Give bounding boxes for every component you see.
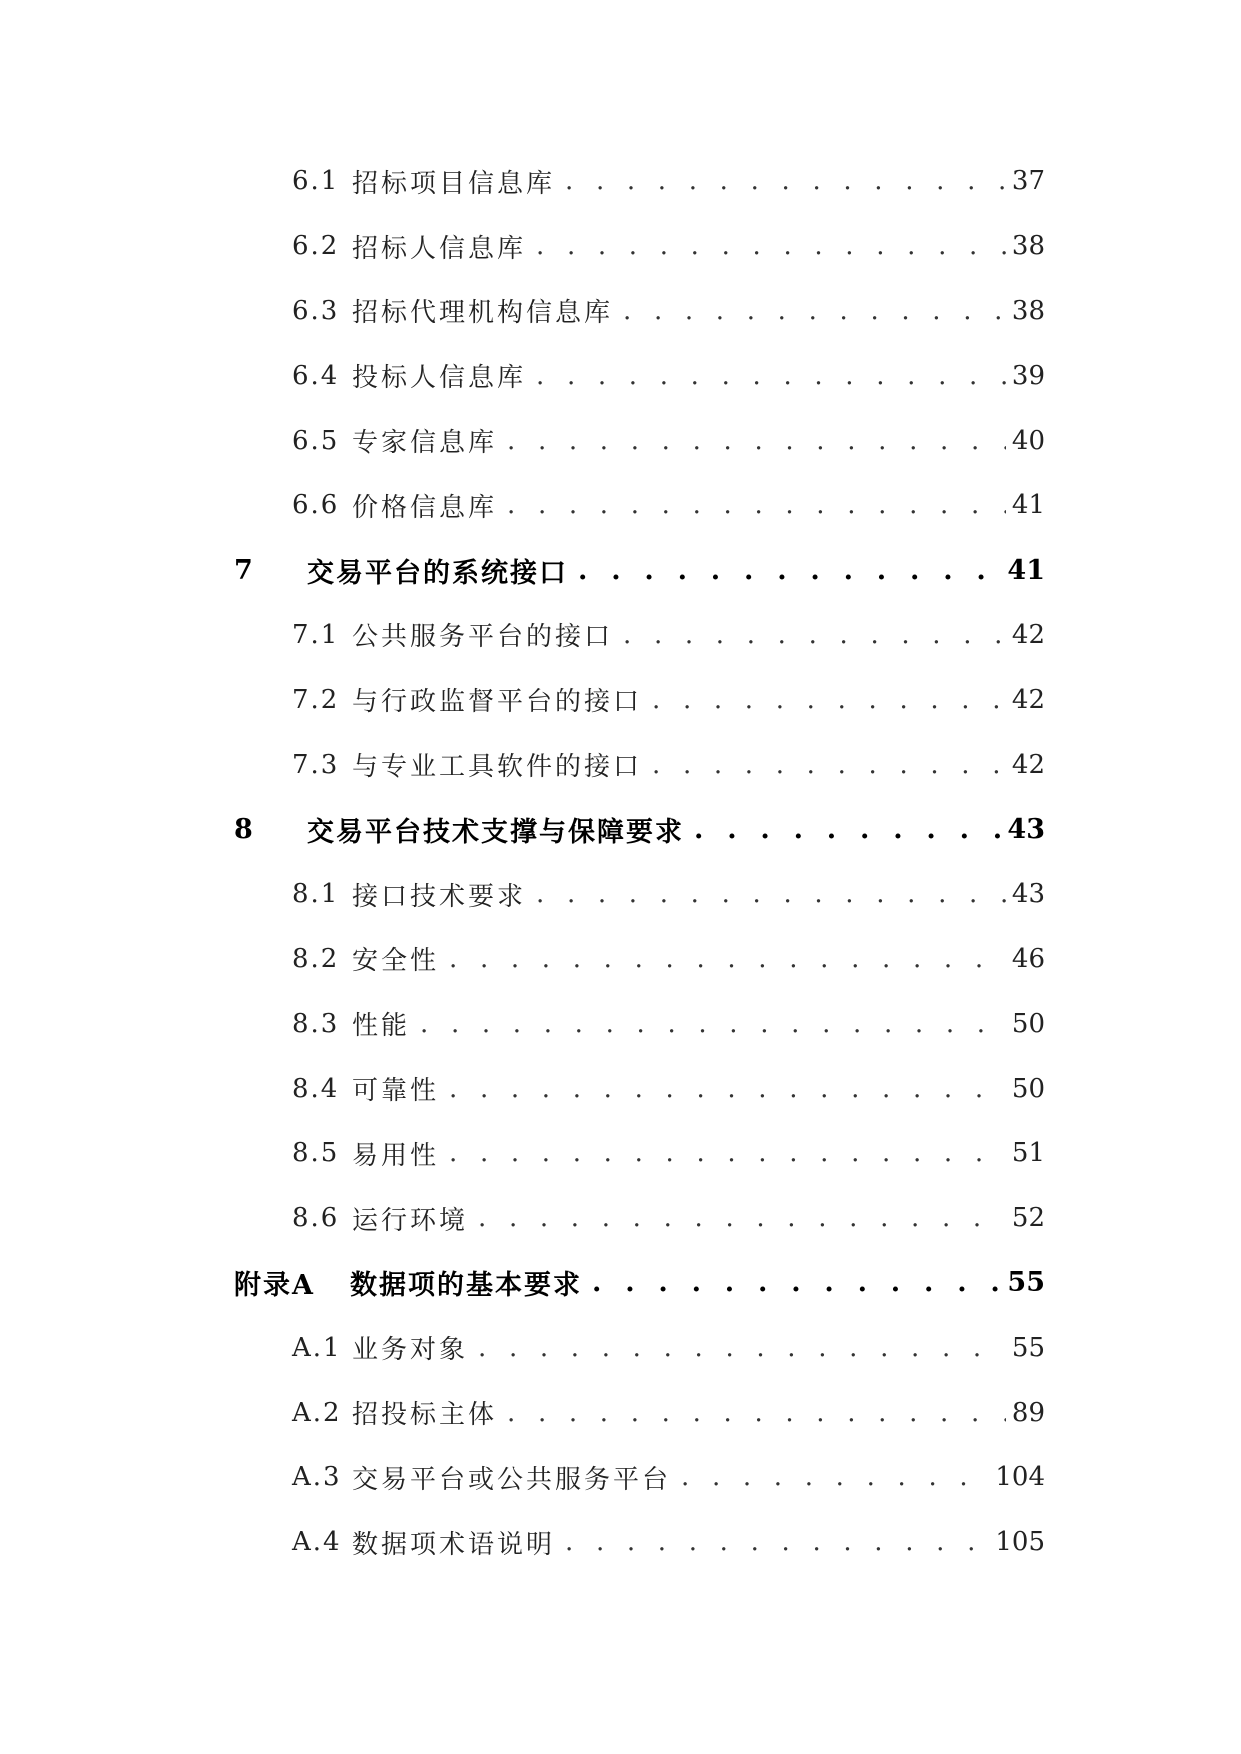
toc-entry[interactable] (0, 408, 1241, 473)
toc-dot-leader (592, 1267, 1001, 1298)
toc-entry[interactable] (0, 1510, 1241, 1575)
toc-chapter-title: 交易平台技术支撑与保障要求 (307, 816, 684, 848)
toc-entry-number: 8.3 (292, 1008, 340, 1039)
toc-entry[interactable] (0, 927, 1241, 992)
toc-dot-leader (536, 231, 1006, 261)
toc-entry[interactable] (0, 473, 1241, 538)
toc-entry-title: 公共服务平台的接口 (352, 622, 614, 653)
toc-appendix-page: 55 (1007, 1267, 1045, 1299)
toc-entry-title: 性能 (352, 1011, 411, 1042)
toc-entry-title: 接口技术要求 (352, 881, 527, 912)
toc-entry-page: 50 (1011, 1008, 1045, 1039)
toc-chapter-entry[interactable] (0, 797, 1241, 862)
toc-entry-number: 6.2 (292, 231, 340, 262)
toc-entry-title: 可靠性 (352, 1076, 440, 1107)
toc-entry[interactable] (0, 279, 1241, 344)
toc-entry-title: 价格信息库 (352, 492, 498, 523)
toc-dot-leader (420, 1009, 1006, 1039)
toc-entry-page: 41 (1011, 490, 1045, 521)
toc-chapter-page: 43 (1007, 813, 1045, 845)
toc-entry-title: 与专业工具软件的接口 (352, 752, 643, 783)
toc-dot-leader (565, 1527, 989, 1557)
toc-chapter-number: 7 (234, 554, 255, 586)
toc-chapter-title: 交易平台的系统接口 (307, 557, 568, 589)
toc-dot-leader (449, 1074, 1006, 1104)
toc-entry-page: 38 (1011, 231, 1045, 262)
toc-entry[interactable] (0, 667, 1241, 732)
toc-entry[interactable] (0, 991, 1241, 1056)
toc-chapter-page: 41 (1007, 554, 1045, 586)
toc-entry-title: 易用性 (352, 1140, 440, 1171)
toc-entry-page: 39 (1011, 360, 1045, 391)
toc-entry[interactable] (0, 1380, 1241, 1445)
toc-entry-number: 8.5 (292, 1138, 340, 1169)
toc-dot-leader (449, 944, 1006, 974)
toc-dot-leader (507, 490, 1006, 520)
toc-entry-page: 37 (1011, 166, 1045, 197)
toc-entry-number: 7.1 (292, 619, 340, 650)
toc-entry[interactable] (0, 732, 1241, 797)
toc-entry-title: 与行政监督平台的接口 (352, 687, 643, 718)
toc-entry-page: 46 (1011, 943, 1045, 974)
toc-entry-page: 51 (1011, 1138, 1045, 1169)
toc-dot-leader (694, 814, 1001, 845)
toc-entry-number: A.2 (292, 1397, 342, 1428)
toc-entry-page: 55 (1011, 1332, 1045, 1363)
toc-appendix-entry[interactable] (0, 1251, 1241, 1316)
toc-entry-page: 52 (1011, 1203, 1045, 1234)
toc-dot-leader (507, 426, 1006, 456)
toc-entry-page: 105 (995, 1527, 1045, 1558)
toc-dot-leader (565, 166, 1006, 196)
toc-entry-number: 6.1 (292, 166, 340, 197)
toc-entry[interactable] (0, 1445, 1241, 1510)
toc-entry-number: 8.1 (292, 879, 340, 910)
toc-entry-number: 6.4 (292, 360, 340, 391)
toc-dot-leader (578, 555, 1001, 586)
toc-entry-title: 招标人信息库 (352, 233, 527, 264)
toc-entry[interactable] (0, 862, 1241, 927)
toc-entry-page: 50 (1011, 1073, 1045, 1104)
toc-entry[interactable] (0, 1056, 1241, 1121)
toc-entry-title: 招标项目信息库 (352, 168, 556, 199)
toc-chapter-entry[interactable] (0, 538, 1241, 603)
toc-entry-title: 安全性 (352, 946, 440, 977)
toc-dot-leader (652, 750, 1006, 780)
toc-entry-number: 7.2 (292, 684, 340, 715)
toc-dot-leader (536, 879, 1006, 909)
toc-appendix-title: 数据项的基本要求 (350, 1270, 582, 1302)
toc-entry-page: 40 (1011, 425, 1045, 456)
toc-entry[interactable] (0, 1186, 1241, 1251)
toc-dot-leader (507, 1398, 1006, 1428)
toc-entry-number: 8.2 (292, 943, 340, 974)
toc-dot-leader (449, 1138, 1006, 1168)
toc-dot-leader (652, 685, 1006, 715)
toc-entry-number: 7.3 (292, 749, 340, 780)
toc-entry-title: 招标代理机构信息库 (352, 298, 614, 329)
toc-entry-title: 业务对象 (352, 1335, 469, 1366)
toc-entry-title: 数据项术语说明 (352, 1529, 556, 1560)
toc-entry-title: 交易平台或公共服务平台 (352, 1464, 672, 1495)
toc-entry[interactable] (0, 1315, 1241, 1380)
table-of-contents (0, 149, 1241, 1575)
toc-entry-page: 42 (1011, 749, 1045, 780)
toc-chapter-number: 8 (234, 813, 255, 845)
toc-entry-number: 6.3 (292, 295, 340, 326)
toc-entry-number: 6.6 (292, 490, 340, 521)
toc-entry-title: 投标人信息库 (352, 363, 527, 394)
toc-entry[interactable] (0, 149, 1241, 214)
toc-entry-page: 42 (1011, 619, 1045, 650)
toc-entry-page: 104 (995, 1462, 1045, 1493)
toc-entry-page: 43 (1011, 879, 1045, 910)
toc-entry-title: 招投标主体 (352, 1400, 498, 1431)
toc-entry-page: 42 (1011, 684, 1045, 715)
toc-entry[interactable] (0, 1121, 1241, 1186)
toc-entry[interactable] (0, 603, 1241, 668)
toc-dot-leader (623, 620, 1006, 650)
toc-dot-leader (478, 1333, 1006, 1363)
toc-entry-number: 8.6 (292, 1203, 340, 1234)
toc-dot-leader (681, 1462, 989, 1492)
toc-entry-number: A.3 (292, 1462, 342, 1493)
toc-entry-title: 专家信息库 (352, 428, 498, 459)
toc-dot-leader (623, 296, 1006, 326)
toc-entry-number: 8.4 (292, 1073, 340, 1104)
toc-entry-number: A.1 (292, 1332, 342, 1363)
toc-entry[interactable] (0, 343, 1241, 408)
toc-dot-leader (536, 361, 1006, 391)
toc-entry-page: 38 (1011, 295, 1045, 326)
toc-appendix-number: 附录A (234, 1270, 315, 1302)
toc-entry-title: 运行环境 (352, 1205, 469, 1236)
toc-entry-number: A.4 (292, 1527, 342, 1558)
toc-dot-leader (478, 1203, 1006, 1233)
toc-entry-page: 89 (1011, 1397, 1045, 1428)
toc-entry[interactable] (0, 214, 1241, 279)
toc-entry-number: 6.5 (292, 425, 340, 456)
